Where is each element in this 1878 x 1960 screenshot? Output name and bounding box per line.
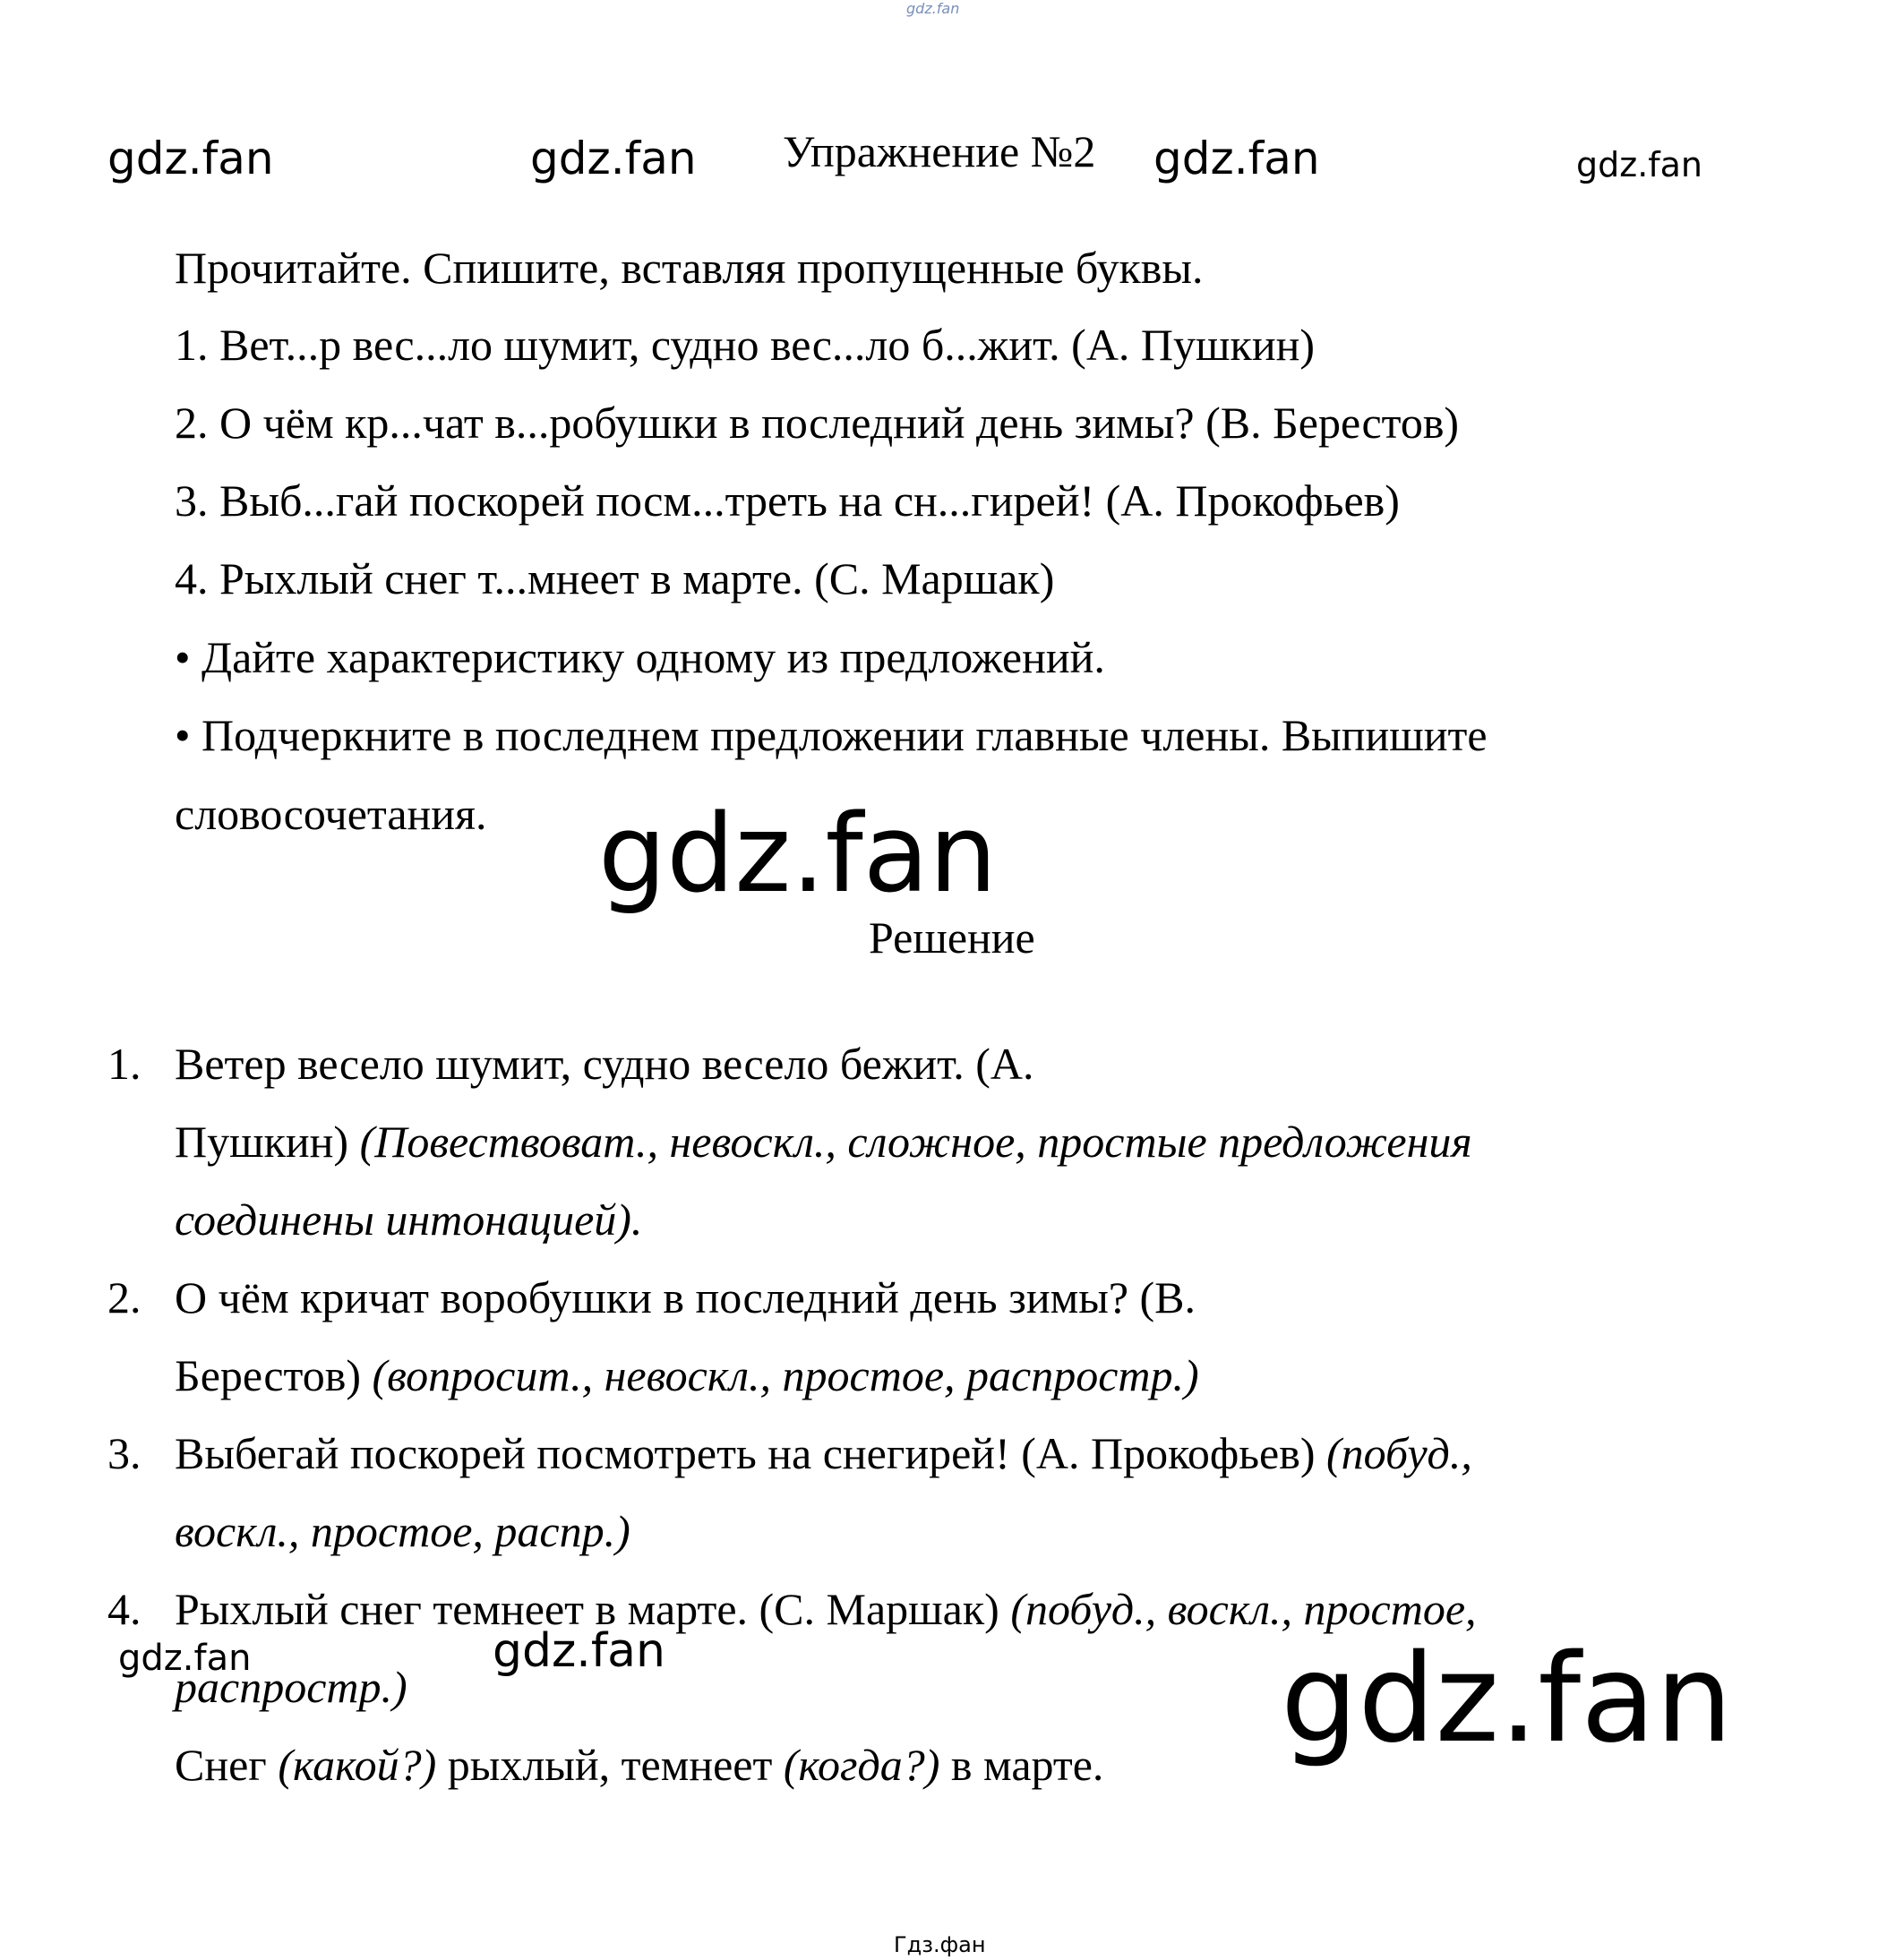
solution-item-2-author: Берестов): [175, 1350, 373, 1400]
solution-phrase-line: [175, 1740, 1104, 1790]
watermark-header-right: gdz.fan: [1576, 145, 1703, 184]
watermark-bottom-center: gdz.fan: [493, 1624, 665, 1678]
watermark-middle-large: gdz.fan: [598, 792, 998, 917]
solution-item-3-number: 3.: [107, 1428, 141, 1478]
exercise-title: Упражнение №2: [783, 126, 1096, 176]
solution-item-1-number: 1.: [107, 1039, 141, 1089]
solution-item-3-note: (побуд.,: [1326, 1428, 1472, 1478]
solution-item-2-number: 2.: [107, 1272, 141, 1322]
solution-item-1-line-1: Ветер весело шумит, судно весело бежит. (А.: [175, 1039, 1034, 1089]
exercise-task-1: • Дайте характеристику одному из предложений.: [175, 632, 1105, 682]
exercise-sentence-4: 4. Рыхлый снег т...мнеет в марте. (С. Маршак): [175, 553, 1055, 603]
watermark-header-center-right: gdz.fan: [1153, 133, 1320, 184]
phrase-word-1: Снег: [175, 1740, 279, 1790]
phrase-word-3: в марте.: [939, 1740, 1104, 1790]
phrase-question-1: (какой?): [278, 1740, 437, 1790]
solution-item-3-line-1: [175, 1428, 1472, 1478]
solution-heading: Решение: [869, 912, 1035, 963]
exercise-sentence-2: 2. О чём кр...чат в...робушки в последний день зимы? (В. Берестов): [175, 398, 1460, 448]
watermark-bottom-large: gdz.fan: [1281, 1629, 1733, 1770]
watermark-top-tiny: gdz.fan: [906, 0, 960, 17]
exercise-sentence-1: 1. Вет...р вес...ло шумит, судно вес...ло б...жит. (А. Пушкин): [175, 320, 1315, 370]
watermark-header-left: gdz.fan: [107, 133, 274, 184]
solution-item-4-text: Рыхлый снег темнеет в марте. (С. Маршак): [175, 1584, 1011, 1634]
watermark-footer: Гдз.фан: [894, 1932, 986, 1957]
solution-item-4-number: 4.: [107, 1584, 141, 1634]
phrase-word-2: рыхлый, темнеет: [436, 1740, 784, 1790]
solution-item-4-line-1: [175, 1584, 1477, 1634]
solution-item-2-note: (вопросит., невоскл., простое, распростр.): [372, 1350, 1199, 1400]
solution-item-3-note-cont: воскл., простое, распр.): [175, 1506, 630, 1556]
solution-item-1-line-2: [175, 1117, 1472, 1167]
exercise-task-2-line-2: словосочетания.: [175, 789, 487, 839]
phrase-question-2: (когда?): [783, 1740, 940, 1790]
watermark-header-center-left: gdz.fan: [530, 133, 697, 184]
exercise-instruction: Прочитайте. Спишите, вставляя пропущенные буквы.: [175, 243, 1204, 293]
solution-item-1-note: (Повествоват., невоскл., сложное, простые предложения: [359, 1117, 1472, 1167]
exercise-sentence-3: 3. Выб...гай поскорей посм...треть на сн...гирей! (А. Прокофьев): [175, 475, 1400, 526]
solution-item-2-line-2: [175, 1350, 1199, 1400]
solution-item-4-note-cont: распростр.): [175, 1662, 407, 1712]
solution-item-1-author: Пушкин): [175, 1117, 360, 1167]
exercise-task-2-line-1: • Подчеркните в последнем предложении главные члены. Выпишите: [175, 710, 1488, 760]
solution-item-4-note: (побуд., воскл., простое,: [1010, 1584, 1477, 1634]
solution-item-3-text: Выбегай поскорей посмотреть на снегирей! (А. Прокофьев): [175, 1428, 1326, 1478]
watermark-bottom-left: gdz.fan: [118, 1638, 252, 1679]
solution-item-2-line-1: О чём кричат воробушки в последний день зимы? (В.: [175, 1272, 1196, 1322]
solution-item-1-note-cont: соединены интонацией).: [175, 1194, 643, 1245]
